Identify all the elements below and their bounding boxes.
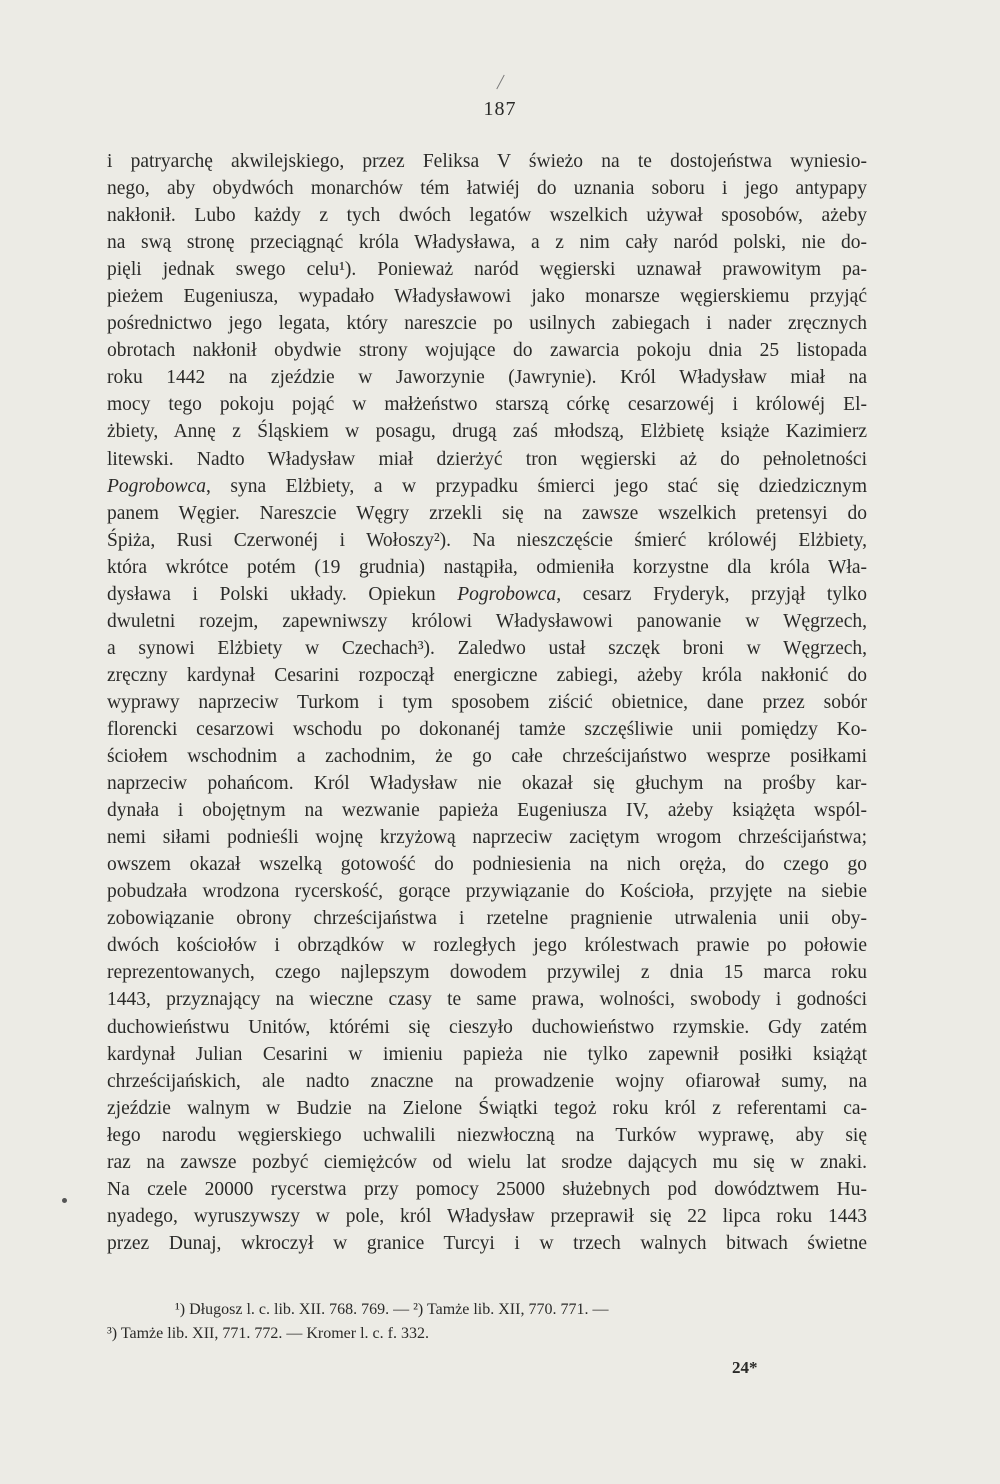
text-line: na swą stronę przeciągnąć króla Władysława, a z nim cały naród polski, nie do- <box>107 232 867 254</box>
printer-signature: 24* <box>732 1358 758 1377</box>
text-line: Śpiża, Rusi Czerwonéj i Wołoszy²). Na nieszczęście śmierć królowéj Elżbiety, <box>107 529 867 551</box>
text-line: przez Dunaj, wkroczył w granice Turcyi i w trzech walnych bitwach świetne <box>107 1232 867 1254</box>
text-line: zobowiązanie obrony chrześcijaństwa i rzetelne pragnienie utrwalenia unii oby- <box>107 908 867 930</box>
text-line: zręczny kardynał Cesarini rozpoczął energiczne zabiegi, ażeby króla nakłonić do <box>107 664 867 686</box>
text-line: obrotach nakłonił obydwie strony wojujące do zawarcia pokoju dnia 25 listopada <box>107 340 867 362</box>
text-line: dynała i obojętnym na wezwanie papieża Eugeniusza IV, ażeby książęta wspól- <box>107 800 867 822</box>
text-line: dwóch kościołów i obrządków w rozległych jego królestwach prawie po połowie <box>107 935 867 957</box>
text-line: panem Węgier. Nareszcie Węgry zrzekli się na zawsze wszelkich pretensyi do <box>107 502 867 524</box>
text-line: reprezentowanych, czego najlepszym dowodem przywilej z dnia 15 marca roku <box>107 962 867 984</box>
text-line: wyprawy naprzeciw Turkom i tym sposobem ziścić obietnice, dane przez sobór <box>107 691 867 713</box>
text-line: nego, aby obydwóch monarchów tém łatwiéj do uznania soboru i jego antypapy <box>107 178 867 200</box>
footnote-line: ¹) Długosz l. c. lib. XII. 768. 769. — ²) Tamże lib. XII, 770. 771. — <box>175 1301 609 1318</box>
text-line: łego narodu węgierskiego uchwalili niezwłoczną na Turków wyprawę, aby się <box>107 1124 867 1146</box>
pencil-mark <box>496 75 504 90</box>
text-line: Na czele 20000 rycerstwa przy pomocy 25000 służebnych pod dowództwem Hu- <box>107 1178 867 1200</box>
text-line: nakłonił. Lubo każdy z tych dwóch legatów wszelkich używał sposobów, ażeby <box>107 205 867 227</box>
footnotes <box>107 1298 867 1346</box>
text-line: żbiety, Annę z Śląskiem w posagu, drugą zaś młodszą, Elżbietę książe Kazimierz <box>107 421 867 443</box>
text-line: pieżem Eugeniusza, wypadało Władysławowi jako monarsze węgierskiemu przyjąć <box>107 286 867 308</box>
text-line: litewski. Nadto Władysław miał dzierżyć tron węgierski aż do pełnoletności <box>107 448 867 470</box>
text-line: ściołem wschodnim a zachodnim, że go całe chrześcijaństwo wesprze posiłkami <box>107 746 867 768</box>
body-text <box>107 148 867 1257</box>
text-line: i patryarchę akwilejskiego, przez Feliksa V świeżo na te dostojeństwa wyniesio- <box>107 151 867 172</box>
text-line: owszem okazał wszelką gotowość do podniesienia na nich oręża, do czego go <box>107 854 867 876</box>
text-line: nyadego, wyruszywszy w pole, król Władysław przeprawił się 22 lipca roku 1443 <box>107 1205 867 1227</box>
footnote-line: ³) Tamże lib. XII, 771. 772. — Kromer l. c. f. 332. <box>107 1325 429 1342</box>
text-line: naprzeciw pohańcom. Król Władysław nie okazał się głuchym na prośby kar- <box>107 773 867 795</box>
text-line: 1443, przyznający na wieczne czasy te same prawa, wolności, swobody i godności <box>107 989 867 1011</box>
text-line: pięli jednak swego celu¹). Ponieważ naród węgierski uznawał prawowitym pa- <box>107 259 867 281</box>
text-line: która wkrótce potém (19 grudnia) nastąpiła, odmieniła korzystne dla króla Wła- <box>107 556 867 578</box>
text-line: pośrednictwo jego legata, który nareszcie po usilnych zabiegach i nader zręcznych <box>107 313 867 335</box>
text-line: Pogrobowca, syna Elżbiety, a w przypadku śmierci jego stać się dziedzicznym <box>107 475 867 497</box>
text-line: pobudzała wrodzona rycerskość, gorące przywiązanie do Kościoła, przyjęte na siebie <box>107 881 867 903</box>
page-number: 187 <box>483 98 517 120</box>
text-line: duchowieństwu Unitów, którémi się cieszyło duchowieństwo rzymskie. Gdy zatém <box>107 1016 867 1038</box>
text-line: chrześcijańskich, ale nadto znaczne na prowadzenie wojny ofiarował sumy, na <box>107 1070 867 1092</box>
text-line: raz na zawsze pozbyć ciemiężców od wielu lat srodze dających mu się w znaki. <box>107 1151 867 1173</box>
text-line: roku 1442 na zjeździe w Jaworzynie (Jawrynie). Król Władysław miał na <box>107 367 867 389</box>
text-line: kardynał Julian Cesarini w imieniu papieża nie tylko zapewnił posiłki książąt <box>107 1043 867 1065</box>
text-line: dwuletni rozejm, zapewniwszy królowi Władysławowi panowanie w Węgrzech, <box>107 610 867 632</box>
text-line: florencki cesarzowi wschodu po dokonanéj tamże szczęśliwie unii pomiędzy Ko- <box>107 718 867 740</box>
margin-dot <box>62 1198 67 1203</box>
text-line: nemi siłami podnieśli wojnę krzyżową naprzeciw zaciętym wrogom chrześcijaństwa; <box>107 827 867 849</box>
text-line: a synowi Elżbiety w Czechach³). Zaledwo ustał szczęk broni w Węgrzech, <box>107 637 867 659</box>
text-line: mocy tego pokoju pojąć w małżeństwo starszą córkę cesarzowéj i królowéj El- <box>107 394 867 416</box>
text-line: dysława i Polski układy. Opiekun Pogrobowca, cesarz Fryderyk, przyjął tylko <box>107 583 867 605</box>
text-line: zjeździe walnym w Budzie na Zielone Świątki tegoż roku król z referentami ca- <box>107 1097 867 1119</box>
